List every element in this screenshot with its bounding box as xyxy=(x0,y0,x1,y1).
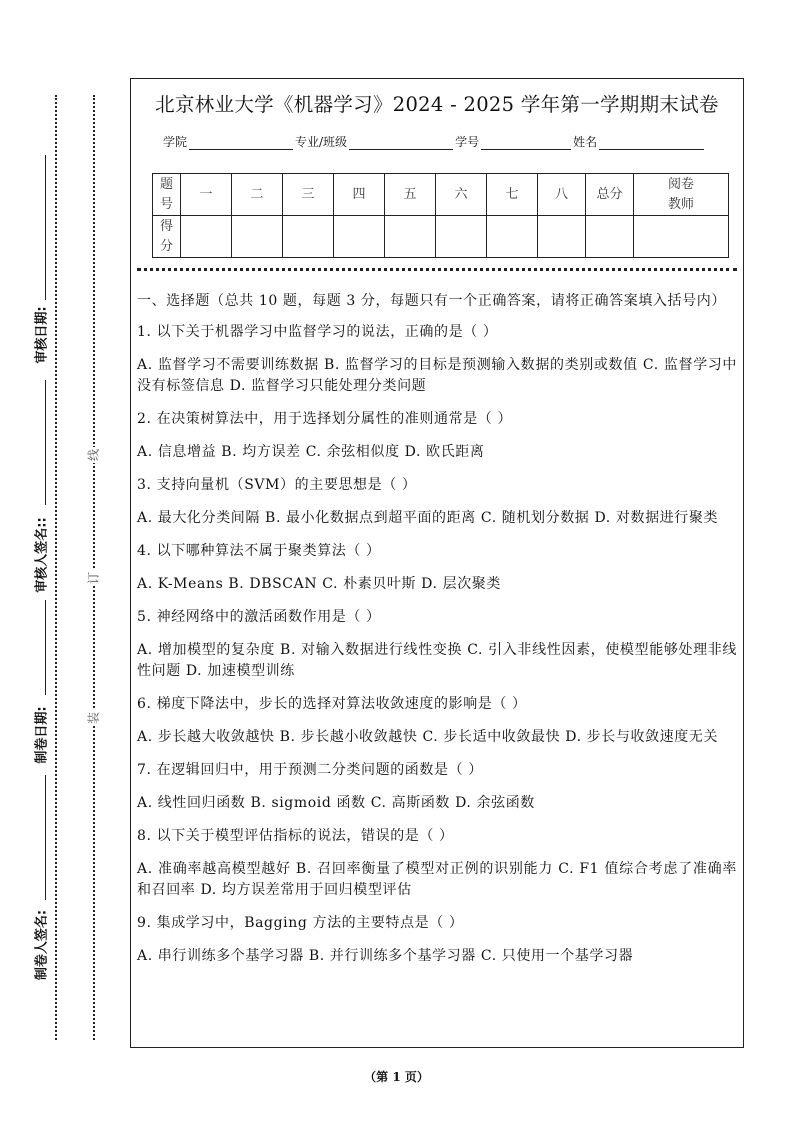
table-cell: 总分 xyxy=(586,174,634,216)
binding-mark: 线 xyxy=(86,448,101,462)
binding-mark: 装 xyxy=(86,711,101,725)
score-cell[interactable] xyxy=(436,216,487,258)
score-cell[interactable] xyxy=(487,216,538,258)
college-field[interactable] xyxy=(189,137,293,150)
question-text: 8. 以下关于模型评估指标的说法，错误的是（ ） xyxy=(137,828,454,844)
dotted-separator xyxy=(137,268,737,271)
answer-options: A. K-Means B. DBSCAN C. 朴素贝叶斯 D. 层次聚类 xyxy=(137,576,502,592)
table-cell: 一 xyxy=(181,174,232,216)
field-label: 学院 xyxy=(163,135,188,149)
answer-options: A. 最大化分类间隔 B. 最小化数据点到超平面的距离 C. 随机划分数据 D. 对数据进行聚类 xyxy=(137,510,719,526)
field-label: 专业/班级 xyxy=(295,135,348,149)
page-number: （第 1 页） xyxy=(364,1070,429,1084)
signature-line xyxy=(45,600,46,695)
score-cell[interactable] xyxy=(586,216,634,258)
major-class-field[interactable] xyxy=(349,137,453,150)
table-row xyxy=(153,216,729,258)
table-row xyxy=(153,174,729,216)
dotted-binding-line xyxy=(93,95,95,1040)
table-cell: 三 xyxy=(283,174,334,216)
table-cell: 题 号 xyxy=(153,174,181,216)
table-cell: 阅卷 教师 xyxy=(634,174,729,216)
table-cell: 得 分 xyxy=(153,216,181,258)
signature-line xyxy=(45,155,46,300)
question-text: 3. 支持向量机（SVM）的主要思想是（ ） xyxy=(137,477,417,493)
field-label: 学号 xyxy=(455,135,480,149)
dotted-cut-line xyxy=(55,95,57,1040)
question-section xyxy=(137,291,737,979)
answer-options: A. 线性回归函数 B. sigmoid 函数 C. 高斯函数 D. 余弦函数 xyxy=(137,795,535,811)
score-cell[interactable] xyxy=(634,216,729,258)
question-text: 9. 集成学习中，Bagging 方法的主要特点是（ ） xyxy=(137,915,464,931)
question-text: 5. 神经网络中的激活函数作用是（ ） xyxy=(137,609,381,625)
answer-options: A. 信息增益 B. 均方误差 C. 余弦相似度 D. 欧氏距离 xyxy=(137,444,485,460)
binding-mark: 订 xyxy=(86,571,101,585)
score-cell[interactable] xyxy=(538,216,586,258)
student-info xyxy=(163,133,706,150)
answer-options: A. 串行训练多个基学习器 B. 并行训练多个基学习器 C. 只使用一个基学习器 xyxy=(137,948,634,964)
question-text: 1. 以下关于机器学习中监督学习的说法，正确的是（ ） xyxy=(137,324,498,340)
student-id-field[interactable] xyxy=(481,137,571,150)
reviewer-signature-label: 审核人签名:: xyxy=(34,517,50,593)
score-cell[interactable] xyxy=(181,216,232,258)
score-table xyxy=(152,173,729,258)
signature-line xyxy=(45,380,46,505)
table-cell: 八 xyxy=(538,174,586,216)
section-title: 一、选择题（总共 10 题，每题 3 分，每题只有一个正确答案，请将正确答案填入括号内） xyxy=(137,293,726,309)
page-title: 北京林业大学《机器学习》2024 - 2025 学年第一学期期末试卷 xyxy=(155,93,719,116)
score-cell[interactable] xyxy=(283,216,334,258)
score-cell[interactable] xyxy=(334,216,385,258)
answer-options: A. 步长越大收敛越快 B. 步长越小收敛越快 C. 步长适中收敛最快 D. 步长与收敛速度无关 xyxy=(137,729,719,745)
exam-frame xyxy=(130,78,744,1048)
review-date-label: 审核日期: xyxy=(34,306,50,364)
question-text: 7. 在逻辑回归中，用于预测二分类问题的函数是（ ） xyxy=(137,762,483,778)
question-text: 2. 在决策树算法中，用于选择划分属性的准则通常是（ ） xyxy=(137,411,513,427)
table-cell: 二 xyxy=(232,174,283,216)
field-label: 姓名 xyxy=(573,135,598,149)
question-text: 6. 梯度下降法中，步长的选择对算法收敛速度的影响是（ ） xyxy=(137,696,527,712)
question-text: 4. 以下哪种算法不属于聚类算法（ ） xyxy=(137,543,381,559)
author-signature-label: 制卷人签名: xyxy=(34,909,50,981)
signature-line xyxy=(45,775,46,900)
score-cell[interactable] xyxy=(385,216,436,258)
name-field[interactable] xyxy=(599,137,704,150)
score-cell[interactable] xyxy=(232,216,283,258)
answer-options: A. 监督学习不需要训练数据 B. 监督学习的目标是预测输入数据的类别或数值 C. 监督学习中没有标签信息 D. 监督学习只能处理分类问题 xyxy=(137,357,737,394)
table-cell: 七 xyxy=(487,174,538,216)
table-cell: 四 xyxy=(334,174,385,216)
answer-options: A. 增加模型的复杂度 B. 对输入数据进行线性变换 C. 引入非线性因素，使模型能够处理非线性问题 D. 加速模型训练 xyxy=(137,642,737,679)
answer-options: A. 准确率越高模型越好 B. 召回率衡量了模型对正例的识别能力 C. F1 值综合考虑了准确率和召回率 D. 均方误差常用于回归模型评估 xyxy=(137,861,737,898)
table-cell: 五 xyxy=(385,174,436,216)
table-cell: 六 xyxy=(436,174,487,216)
author-date-label: 制卷日期: xyxy=(34,706,50,764)
